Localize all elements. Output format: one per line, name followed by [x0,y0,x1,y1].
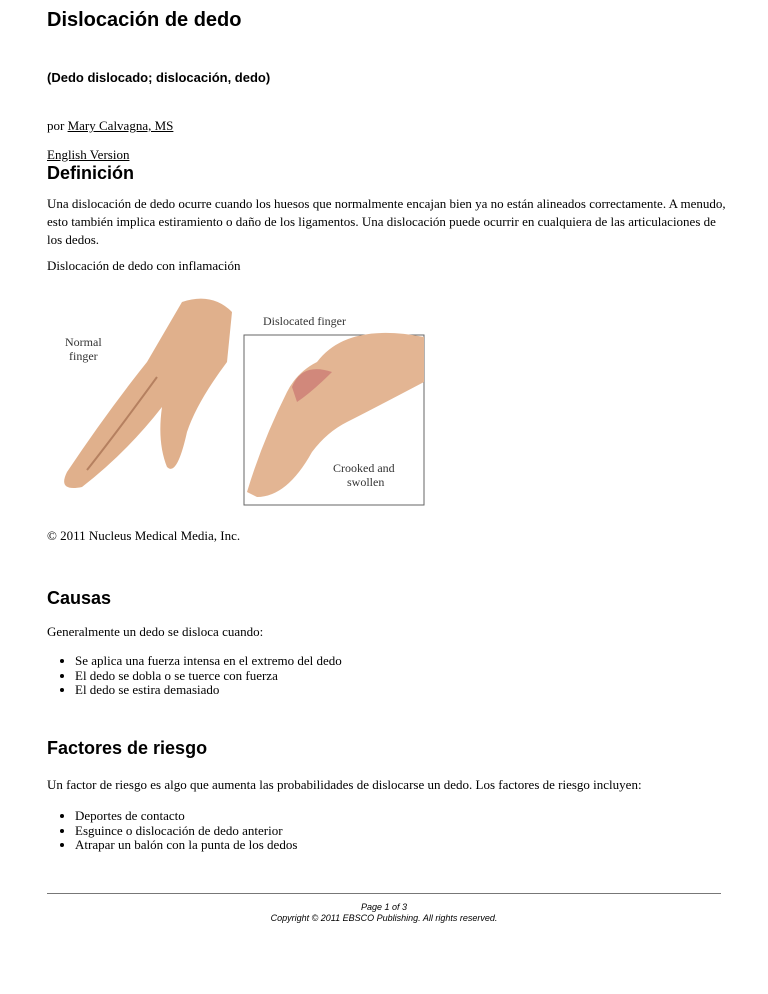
definition-text: Una dislocación de dedo ocurre cuando los huesos que normalmente encajan bien ya no están alineados correctamente. A menudo, esto también implica estiramiento o daño de los ligamentos. Una dislocación puede ocurrir en cualquiera de las articulaciones de los dedos. [47,196,726,247]
definition-heading: Definición [47,163,135,183]
page-number: Page 1 of 3 [360,902,408,912]
risk-intro: Un factor de riesgo es algo que aumenta las probabilidades de dislocarse un dedo. Los factores de riesgo incluyen: [47,777,642,792]
byline [47,117,727,135]
list-item: • El dedo se estira demasiado [75,683,342,698]
label-crooked: Crooked and [333,461,395,475]
label-finger: finger [69,349,98,363]
subtitle: (Dedo dislocado; dislocación, dedo) [47,70,271,85]
list-item: • El dedo se dobla o se tuerce con fuerza [75,669,342,684]
list-item: • Atrapar un balón con la punta de los dedos [75,838,297,853]
causes-heading: Causas [47,588,112,608]
figure-title: Dislocación de dedo con inflamación [47,258,241,273]
list-item: • Deportes de contacto [75,809,297,824]
risk-list [47,809,297,853]
causes-list [47,654,342,698]
author-link[interactable]: Mary Calvagna, MS [67,118,174,133]
footer-divider [47,893,721,894]
english-version-link[interactable]: English Version [47,147,130,162]
list-item: • Esguince o dislocación de dedo anterior [75,824,297,839]
list-item: • Se aplica una fuerza intensa en el extremo del dedo [75,654,342,669]
image-credit: © 2011 Nucleus Medical Media, Inc. [47,528,241,543]
dislocated-finger-illustration [47,292,427,507]
label-swollen: swollen [347,475,385,489]
label-normal: Normal [65,335,102,349]
page-title: Dislocación de dedo [47,9,242,31]
causes-intro: Generalmente un dedo se disloca cuando: [47,624,264,639]
risk-heading: Factores de riesgo [47,738,208,758]
copyright: Copyright © 2011 EBSCO Publishing. All rights reserved. [270,913,498,923]
label-dislocated: Dislocated finger [263,314,346,328]
byline-prefix: por [47,118,65,133]
